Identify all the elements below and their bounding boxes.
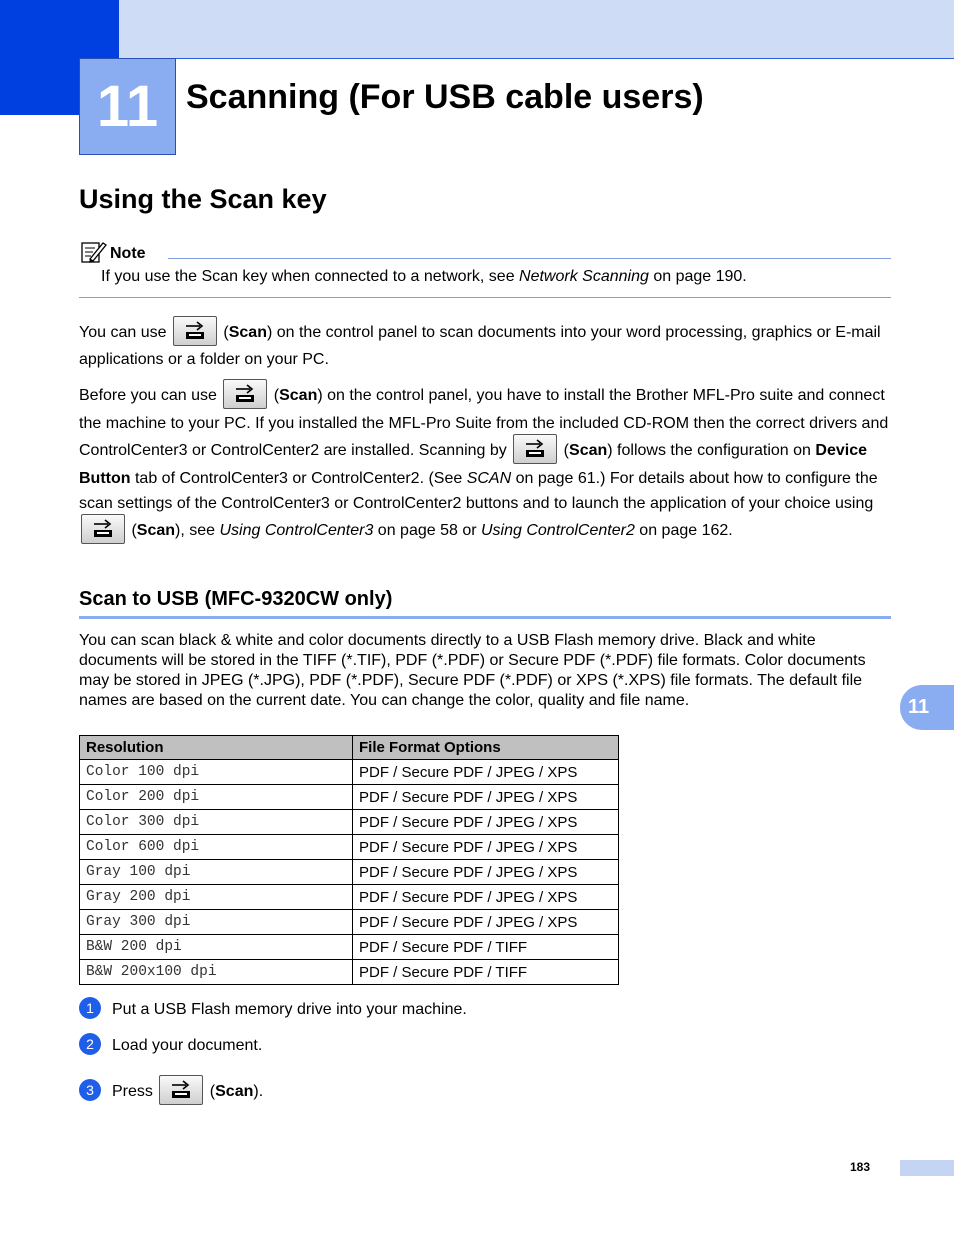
note-text [101,268,747,286]
resolution-cell: Gray 300 dpi [80,910,353,935]
format-cell: PDF / Secure PDF / TIFF [353,935,619,960]
format-cell: PDF / Secure PDF / JPEG / XPS [353,885,619,910]
table-row [80,810,619,835]
text: on page 162. [634,522,733,540]
text: tab of ControlCenter3 or ControlCenter2. (See [130,470,467,487]
note-text-start: If you use the Scan key when connected to a network, see [101,268,520,285]
table-row [80,785,619,810]
format-cell: PDF / Secure PDF / JPEG / XPS [353,835,619,860]
step-text: Load your document. [112,1037,263,1055]
step-item [79,999,467,1021]
note-label: Note [110,245,146,262]
resolution-cell: Color 300 dpi [80,810,353,835]
paragraph-scan-to-usb: You can scan black & white and color documents directly to a USB Flash memory drive. Black and white documents will be stored in the TIFF (*.TIF), PDF (*.PDF) or Secure PDF (*.PDF) file formats. Color documents may be stored in JPEG (*.JPG), PDF (*.PDF), Secure PDF (*.PDF) or XPS (*.XPS) file formats. The default file names are based on the current date. You can change the color, quality and file name. [79,632,866,709]
table-row [80,960,619,985]
text: Before you can use [79,387,222,405]
text: ), see [175,522,220,540]
resolution-cell: Color 100 dpi [80,760,353,785]
chapter-number-box: 11 [79,58,176,155]
header-band [0,0,954,59]
paragraph-scan-key-intro: You can use (Scan) on the control panel to scan documents into your word processing, graphics or E-mail applications or a folder on your PC. [79,318,891,372]
text: on page 58 or [373,522,481,540]
resolution-cell: Gray 100 dpi [80,860,353,885]
step-item [79,1035,262,1057]
scan-key-icon [159,1075,203,1105]
table-row [80,860,619,885]
table-row [80,760,619,785]
scan-label: Scan [136,522,176,540]
text: ) on the control panel, you have to install the Brother MFL-Pro suite and connect the machine to your PC. If you installed the MFL-Pro Suite from the included CD-ROM then the correct drivers and ControlCenter3 or ControlCenter2 are installed. Scanning by [79,387,889,460]
text: on page 61.) For details about how to configure the scan settings of the ControlCenter3 or ControlCenter2 buttons and to launch the application of your choice using [79,470,878,512]
chapter-title: Scanning (For USB cable users) [186,78,704,116]
scan-reference: SCAN [466,470,512,487]
text: ) on the control panel to scan documents into your word processing, graphics or E-mail applications or a folder on your PC. [79,324,881,368]
chapter-side-tab: 11 [900,685,954,730]
step-text: Put a USB Flash memory drive into your machine. [112,1001,467,1019]
format-cell: PDF / Secure PDF / JPEG / XPS [353,760,619,785]
resolution-cell: B&W 200x100 dpi [80,960,353,985]
column-header: File Format Options [353,736,619,760]
text: ) follows the configuration on [607,442,816,460]
table-header-row [80,736,619,760]
step-number-badge: 3 [79,1079,101,1101]
scan-label: Scan [228,324,267,342]
section-title: Using the Scan key [79,184,327,214]
resolution-cell: Color 600 dpi [80,835,353,860]
format-cell: PDF / Secure PDF / JPEG / XPS [353,810,619,835]
step-item: 3 Press (Scan). [79,1077,263,1107]
scan-key-icon [223,379,267,409]
subsection-title: Scan to USB (MFC-9320CW only) [79,588,393,610]
step-number-badge: 2 [79,1033,101,1055]
scan-label: Scan [569,442,608,460]
note-divider [168,258,891,259]
scan-label: Scan [215,1083,254,1101]
format-cell: PDF / Secure PDF / JPEG / XPS [353,860,619,885]
subsection-underline [79,616,891,619]
resolution-cell: Gray 200 dpi [80,885,353,910]
step-text: Press [112,1083,158,1101]
reference-controlcenter2: Using ControlCenter2 [481,522,635,540]
resolution-format-table [79,735,619,985]
note-pencil-icon [81,240,107,264]
page-number: 183 [850,1160,871,1174]
reference-controlcenter3: Using ControlCenter3 [219,522,374,540]
text: You can use [79,324,171,342]
format-cell: PDF / Secure PDF / JPEG / XPS [353,910,619,935]
scan-key-icon [173,316,217,346]
column-header: Resolution [80,736,353,760]
note-text-end: on page 190. [648,268,747,285]
table-row [80,935,619,960]
format-cell: PDF / Secure PDF / TIFF [353,960,619,985]
scan-key-icon [81,514,125,544]
table-row [80,885,619,910]
scan-label: Scan [279,387,318,405]
resolution-cell: Color 200 dpi [80,785,353,810]
format-cell: PDF / Secure PDF / JPEG / XPS [353,785,619,810]
page-number-bar [900,1160,954,1176]
note-bottom-divider [79,297,891,298]
scan-key-icon [513,434,557,464]
table-row [80,835,619,860]
note-reference: Network Scanning [519,268,649,285]
device-button-label: Device Button [79,442,867,487]
table-row [80,910,619,935]
resolution-cell: B&W 200 dpi [80,935,353,960]
paragraph-before-use: Before you can use (Scan) on the control panel, you have to install the Brother MFL-Pro suite and connect the machine to your PC. If you installed the MFL-Pro Suite from the included CD-ROM then the correct drivers and ControlCenter3 or ControlCenter2 are installed. Scanning by (Scan) follows the configuration on Device Button tab of ControlCenter3 or ControlCenter2. (See SCAN on page 61.) For details about how to configure the scan settings of the ControlCenter3 or ControlCenter2 buttons and to launch the application of your choice using (Scan), see Using ControlCenter3 on page 58 or Using ControlCenter2 on page 162. [79,381,891,546]
step-text-end: ). [253,1083,264,1101]
step-number-badge: 1 [79,997,101,1019]
